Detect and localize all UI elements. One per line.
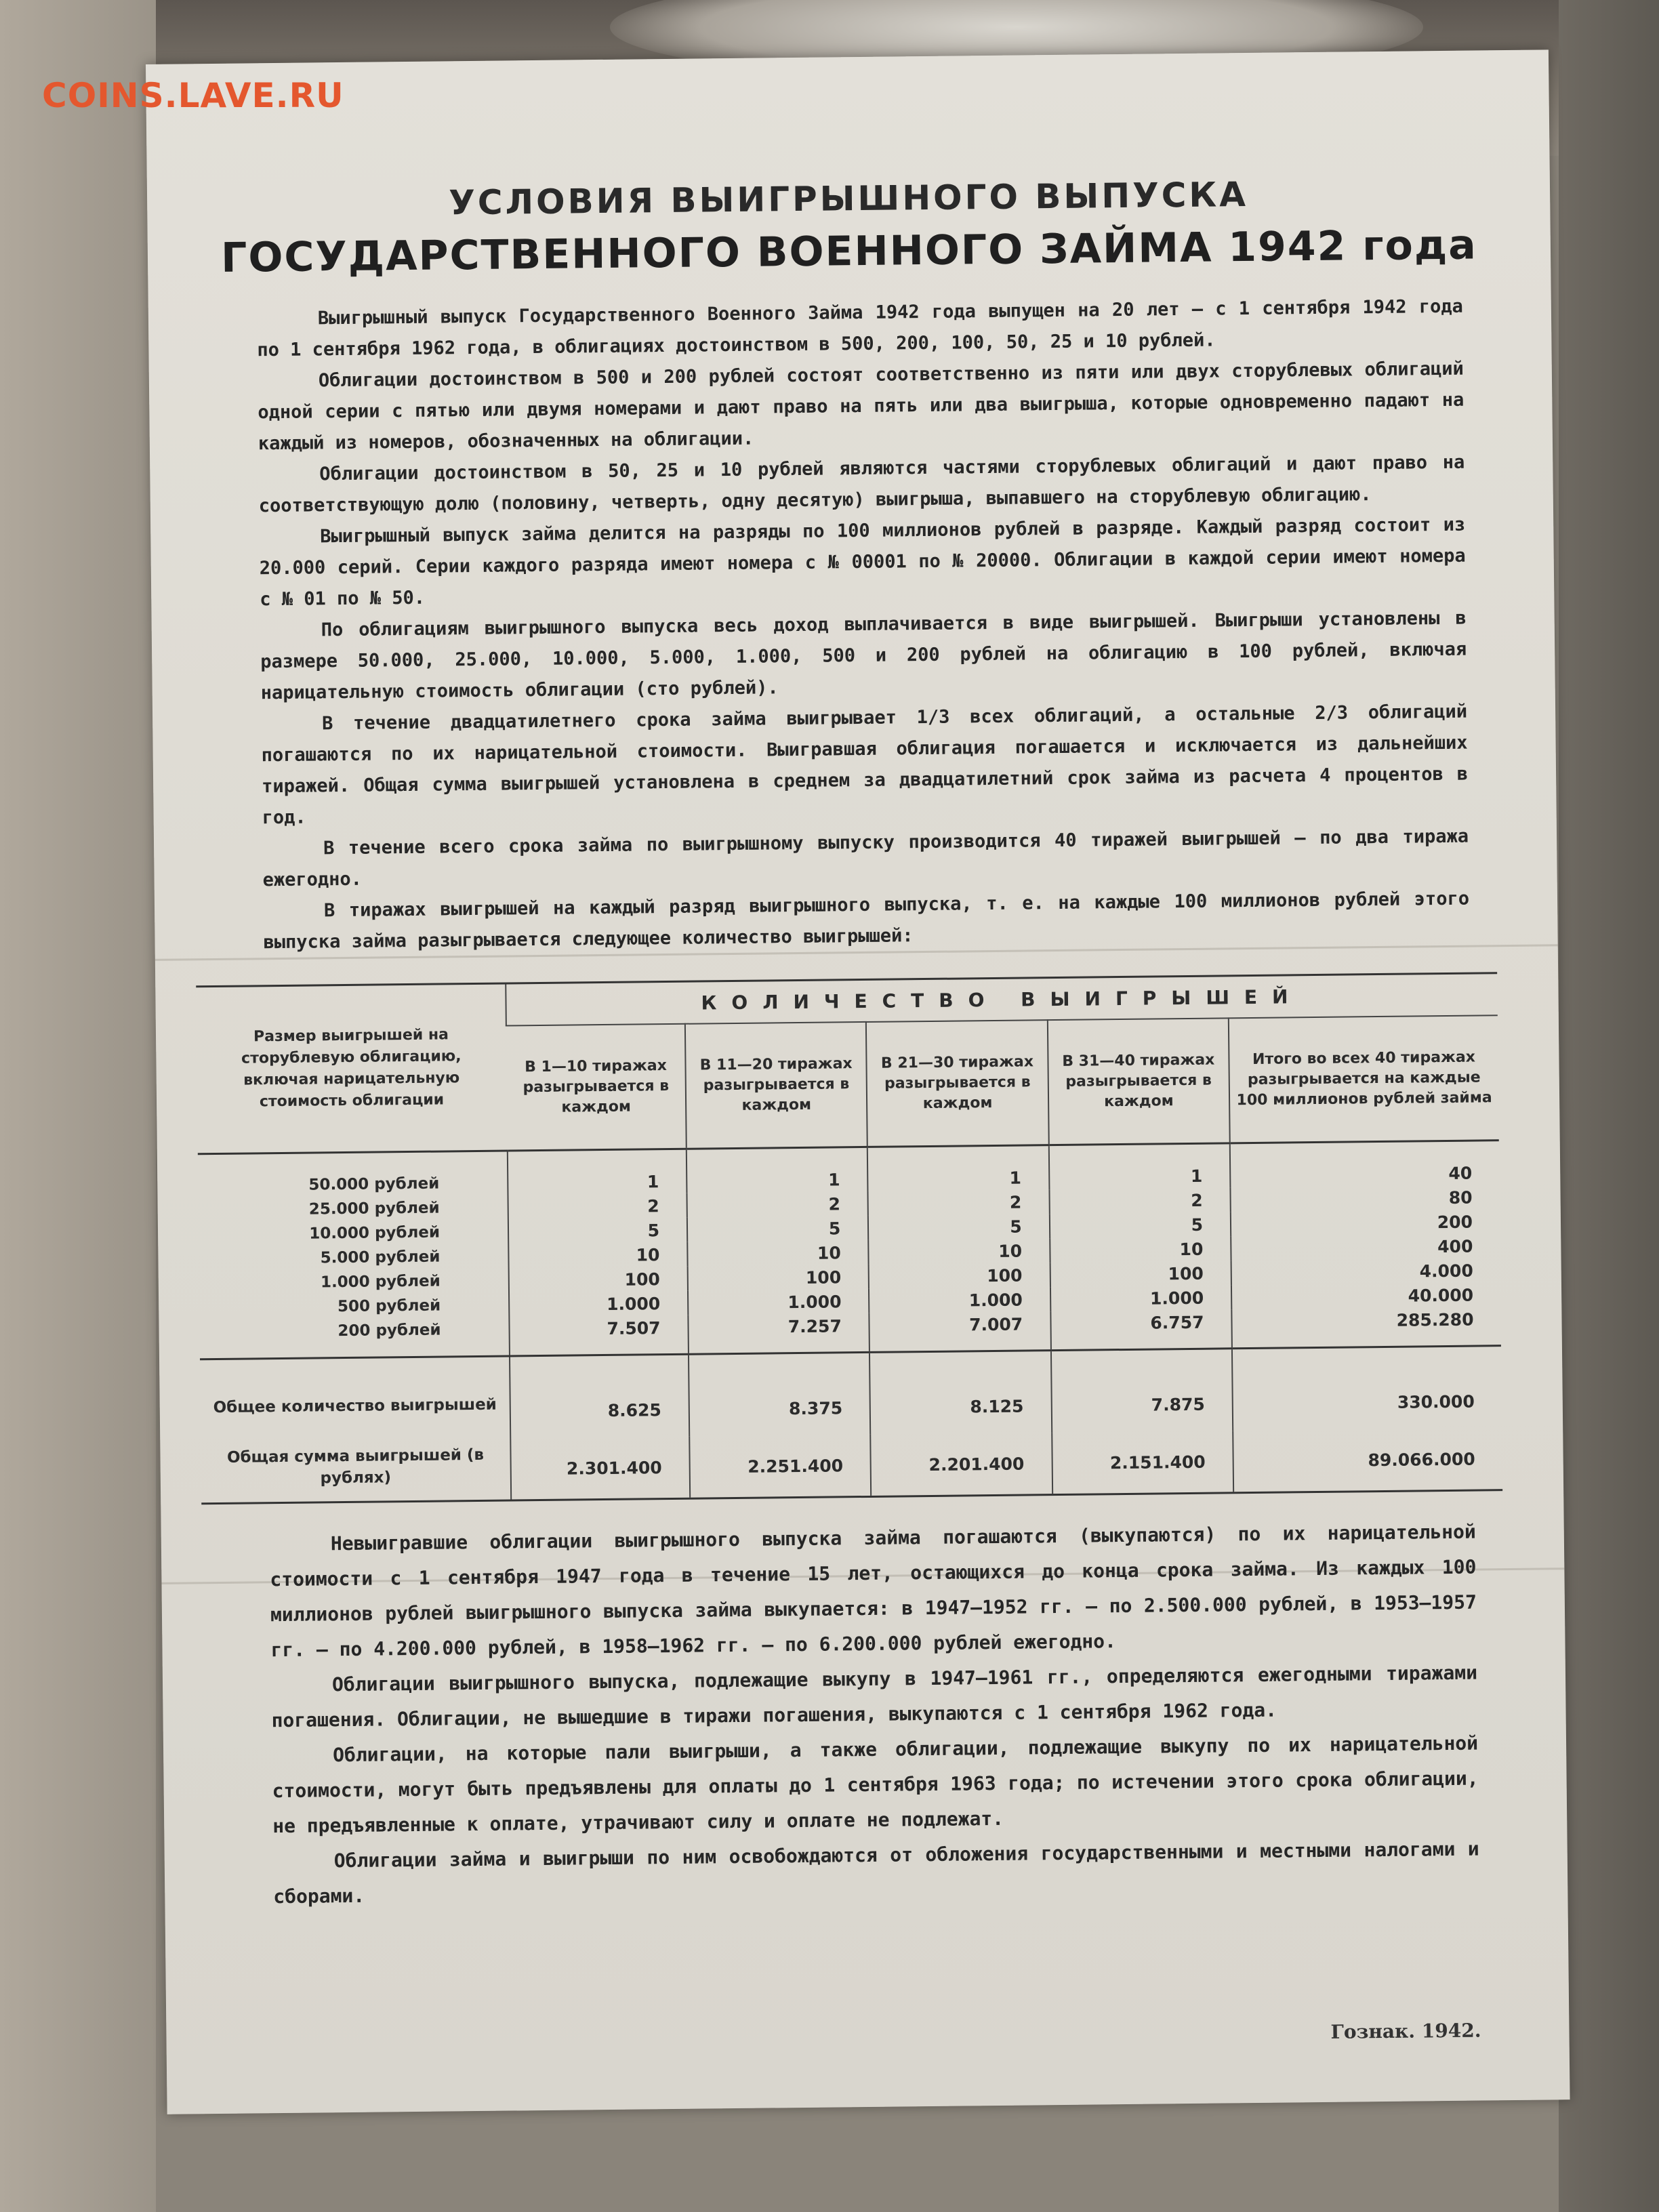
table-cell: 7.257 bbox=[688, 1313, 869, 1354]
background-right bbox=[1559, 0, 1659, 2212]
total-sum-label: Общая сумма выигрышей (в рублях) bbox=[226, 1446, 485, 1488]
footer-text bbox=[270, 1515, 1480, 1915]
paragraph: В течение всего срока займа по выигрышному выпуску производится 40 тиражей выигрышей — по два тиража ежегодно. bbox=[262, 825, 1469, 891]
row-label: 25.000 рублей bbox=[308, 1199, 440, 1218]
table-cell: 2.301.400 bbox=[510, 1437, 690, 1500]
paragraph: По облигациям выигрышного выпуска весь доход выплачивается в виде выигрышей. Выигрыши установлены в размере 50.000, 25.000, 10.000, 5.000, 1.000, 500 и 200 рублей на облигацию в 100 рублей, включая нарицательную стоимость облигации (сто рублей). bbox=[260, 607, 1467, 704]
paragraph: Облигации достоинством в 500 и 200 рублей состоят соответственно из пяти или двух сторублевых облигаций одной серии с пятью или двумя номерами и дают право на пять или два выигрыша, которые одновременно падают на каждый из номеров, обозначенных на облигации. bbox=[258, 358, 1465, 455]
table-cell: 80 bbox=[1230, 1185, 1499, 1212]
table-cell: 40 bbox=[1230, 1141, 1500, 1188]
table-cell: 100 bbox=[688, 1265, 869, 1291]
table-cell: 1 bbox=[508, 1149, 687, 1195]
table-cell: 5 bbox=[868, 1214, 1050, 1240]
table-cell: 10 bbox=[687, 1240, 869, 1267]
paragraph: Облигации, на которые пали выигрыши, а также облигации, подлежащие выкупу по их нарицательной стоимости, могут быть предъявлены для оплаты до 1 сентября 1963 года; по истечении этого срока облигации, не предъявленные к оплате, утрачивают силу и оплате не подлежат. bbox=[272, 1732, 1479, 1838]
table-cell: 1 bbox=[687, 1147, 868, 1193]
table-cell: 7.875 bbox=[1051, 1349, 1233, 1433]
table-column-header: Итого во всех 40 тиражах разыгрывается на каждые 100 миллионов рублей займа bbox=[1229, 1015, 1499, 1143]
table-cell: 8.625 bbox=[510, 1354, 689, 1438]
row-label: 10.000 рублей bbox=[309, 1223, 441, 1243]
gosznak-imprint: Гознак. 1942. bbox=[1330, 2019, 1481, 2043]
table-group-header: КОЛИЧЕСТВО ВЫИГРЫШЕЙ bbox=[506, 974, 1498, 1025]
intro-text bbox=[257, 291, 1470, 959]
row-label: 1.000 рублей bbox=[320, 1272, 441, 1292]
site-watermark: COINS.LAVE.RU bbox=[42, 76, 344, 115]
table-cell: 330.000 bbox=[1232, 1346, 1502, 1431]
table-cell: 100 bbox=[509, 1267, 688, 1293]
paragraph: В течение двадцатилетнего срока займа выигрывает 1/3 всех облигаций, а остальные 2/3 облигаций погашаются по их нарицательной стоимости. Выигравшая облигация погашается и исключается из дальнейших тиражей. Общая сумма выигрышей установлена в среднем за двадцатилетний срок займа из расчета 4 процентов в год. bbox=[261, 701, 1469, 829]
paragraph: Невыигравшие облигации выигрышного выпуска займа погашаются (выкупаются) по их нарицательной стоимости с 1 сентября 1947 года в течение 15 лет, остающихся до конца срока займа. Из каждых 100 миллионов рублей выигрышного выпуска займа выкупается: в 1947—1952 гг. — по 2.500.000 рублей, в 1953—1957 гг. — по 4.200.000 рублей, в 1958—1962 гг. — по 6.200.000 рублей ежегодно. bbox=[270, 1520, 1477, 1662]
winnings-table bbox=[196, 972, 1502, 1504]
table-cell: 5 bbox=[1049, 1212, 1231, 1238]
table-cell: 1.000 bbox=[688, 1289, 869, 1315]
table-cell: 1.000 bbox=[869, 1287, 1050, 1313]
title-line-2: ГОСУДАРСТВЕННОГО ВОЕННОГО ЗАЙМА 1942 года bbox=[220, 221, 1478, 282]
table-cell: 2.251.400 bbox=[689, 1435, 871, 1498]
row-label: 5.000 рублей bbox=[320, 1248, 441, 1267]
table-cell: 8.125 bbox=[869, 1351, 1052, 1435]
table-cell: 10 bbox=[869, 1238, 1050, 1265]
table-first-header: Размер выигрышей на сторублевую облигацию, включая нарицательную стоимость облигации bbox=[196, 985, 508, 1154]
table-column-header: В 11—20 тиражах разыгрывается в каждом bbox=[685, 1022, 867, 1149]
table-column-header: В 1—10 тиражах разыгрывается в каждом bbox=[506, 1024, 687, 1151]
table-cell: 1 bbox=[1048, 1143, 1230, 1189]
table-cell: 200 bbox=[1231, 1209, 1500, 1236]
bond-conditions-sheet bbox=[146, 49, 1570, 2114]
row-label: 50.000 рублей bbox=[308, 1174, 440, 1194]
table-cell: 89.066.000 bbox=[1233, 1428, 1502, 1492]
table-cell: 7.507 bbox=[509, 1315, 689, 1356]
row-label: 200 рублей bbox=[199, 1317, 510, 1359]
paragraph: В тиражах выигрышей на каждый разряд выигрышного выпуска, т. е. на каждые 100 миллионов рублей этого выпуска займа разыгрывается следующее количество выигрышей: bbox=[263, 888, 1470, 954]
table-cell: 100 bbox=[1050, 1261, 1231, 1287]
table-cell: 2 bbox=[508, 1193, 687, 1220]
table-cell: 2 bbox=[868, 1189, 1050, 1216]
table-cell: 1.000 bbox=[509, 1291, 688, 1317]
paragraph: Облигации займа и выигрыши по ним освобождаются от обложения государственными и местными налогами и сборами. bbox=[273, 1837, 1479, 1908]
total-count-row bbox=[200, 1346, 1502, 1442]
table-cell: 2 bbox=[1049, 1187, 1231, 1214]
table-cell: 400 bbox=[1231, 1233, 1500, 1261]
table-cell: 1.000 bbox=[1050, 1285, 1232, 1311]
paragraph: Облигации выигрышного выпуска, подлежащие выкупу в 1947—1961 гг., определяются ежегодными тиражами погашения. Облигации, не вышедшие в тиражи погашения, выкупаются с 1 сентября 1962 года. bbox=[271, 1661, 1478, 1732]
total-sum-row bbox=[201, 1428, 1502, 1502]
background-left bbox=[0, 0, 156, 2212]
table-cell: 6.757 bbox=[1050, 1309, 1232, 1350]
paragraph: Выигрышный выпуск займа делится на разряды по 100 миллионов рублей в разряде. Каждый разряд состоит из 20.000 серий. Серии каждого разряда имеют номера с № 00001 по № 20000. Облигации в каждой серии имеют номера с № 01 по № 50. bbox=[259, 514, 1466, 611]
table-column-header: В 31—40 тиражах разыгрывается в каждом bbox=[1047, 1018, 1229, 1145]
paragraph: Выигрышный выпуск Государственного Военного Займа 1942 года выпущен на 20 лет — с 1 сентября 1942 года по 1 сентября 1962 года, в облигациях достоинством в 500, 200, 100, 50, 25 и 10 рублей. bbox=[257, 295, 1464, 361]
table-cell: 40.000 bbox=[1231, 1282, 1500, 1309]
row-label: 500 рублей bbox=[337, 1296, 441, 1316]
table-cell: 5 bbox=[687, 1216, 869, 1242]
table-cell: 2.151.400 bbox=[1052, 1431, 1233, 1494]
table-cell: 8.375 bbox=[689, 1352, 871, 1436]
total-count-label: Общее количество выигрышей bbox=[213, 1395, 497, 1417]
table-column-header: В 21—30 тиражах разыгрывается в каждом bbox=[866, 1020, 1048, 1147]
paragraph: Облигации достоинством в 50, 25 и 10 рублей являются частями сторублевых облигаций и дают право на соответствующую долю (половину, четверть, одну десятую) выигрыша, выпавшего на сторублевую облигацию. bbox=[258, 451, 1465, 517]
table-cell: 4.000 bbox=[1231, 1258, 1500, 1285]
table-cell: 2 bbox=[687, 1191, 868, 1218]
table-cell: 7.007 bbox=[869, 1311, 1051, 1352]
table-cell: 10 bbox=[1050, 1236, 1231, 1263]
table-cell: 285.280 bbox=[1231, 1307, 1501, 1349]
table-cell: 10 bbox=[508, 1242, 687, 1269]
table-cell: 1 bbox=[867, 1145, 1049, 1191]
table-cell: 100 bbox=[869, 1263, 1050, 1289]
table-cell: 5 bbox=[508, 1218, 687, 1244]
table-cell: 2.201.400 bbox=[871, 1433, 1052, 1496]
title-line-1: УСЛОВИЯ ВЫИГРЫШНОГО ВЫПУСКА bbox=[449, 174, 1249, 223]
